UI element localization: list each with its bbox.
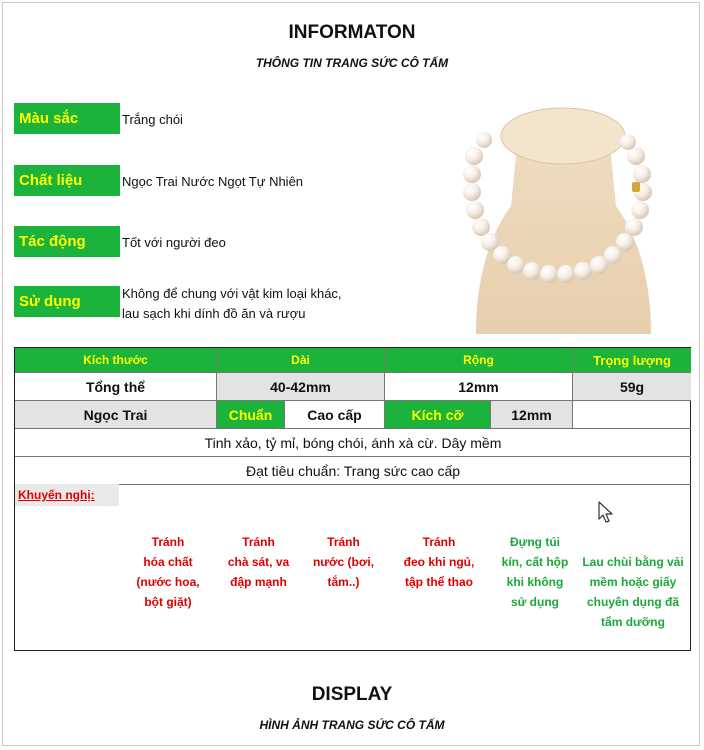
th-weight: Trọng lượng: [573, 348, 691, 373]
pearl-necklace-image: [436, 96, 688, 334]
page-subtitle: THÔNG TIN TRANG SỨC CÔ TẤM: [255, 56, 449, 70]
attr-label-material: Chất liệu: [14, 165, 120, 196]
row-pearl-standard-label: Chuẩn: [217, 401, 285, 429]
row-overall-width: 12mm: [385, 373, 573, 401]
mouse-cursor-icon: [597, 500, 615, 524]
recommendation-label: Khuyến nghị:: [18, 488, 95, 502]
description-row: Tinh xảo, tỷ mỉ, bóng chói, ánh xà cừ. Dây mềm: [15, 429, 691, 457]
recommendation-item: Tránh nước (bơi, tắm..): [312, 535, 375, 589]
page-title: INFORMATON: [288, 22, 416, 43]
row-overall-length: 40-42mm: [217, 373, 385, 401]
recommendation-item: Tránh chà sát, va đập mạnh: [227, 535, 290, 589]
row-pearl-standard-value: Cao cấp: [285, 401, 385, 429]
standard-note-row: Đạt tiêu chuẩn: Trang sức cao cấp: [15, 457, 691, 485]
attr-value-usage-line2: lau sạch khi dính đồ ăn và rượu: [122, 306, 306, 321]
recommendation-item: Tránh hóa chất (nước hoa, bột giặt): [136, 535, 200, 609]
attr-value-effect: Tốt với người đeo: [122, 235, 226, 250]
row-pearl-size-value: 12mm: [491, 401, 573, 429]
th-size: Kích thước: [15, 348, 217, 373]
row-pearl-label: Ngọc Trai: [15, 401, 217, 429]
display-subtitle: HÌNH ẢNH TRANG SỨC CÔ TẤM: [259, 718, 445, 732]
attr-label-usage: Sử dụng: [14, 286, 120, 317]
spec-table: [14, 347, 691, 651]
attr-value-color: Trắng chói: [122, 112, 183, 127]
attr-value-material: Ngọc Trai Nước Ngọt Tự Nhiên: [122, 174, 304, 189]
row-pearl-empty: [573, 401, 691, 429]
recommendation-item: Lau chùi bằng vải mềm hoặc giấy chuyên dụng đã tẩm dưỡng: [582, 555, 684, 629]
attr-label-color: Màu sắc: [14, 103, 120, 134]
row-pearl-size-label: Kích cỡ: [385, 401, 491, 429]
display-title: DISPLAY: [311, 684, 393, 705]
attr-value-usage-line1: Không để chung với vật kim loại khác,: [122, 286, 342, 301]
product-photo: [436, 96, 688, 334]
recommendation-item: Đựng túi kín, cất hộp khi không sử dụng: [501, 535, 569, 609]
recommendation-item: Tránh đeo khi ngủ, tập thể thao: [403, 535, 475, 589]
row-overall-label: Tổng thể: [15, 373, 217, 401]
th-width: Rộng: [385, 348, 573, 373]
attr-label-effect: Tác động: [14, 226, 120, 257]
row-overall-weight: 59g: [573, 373, 691, 401]
th-length: Dài: [217, 348, 385, 373]
